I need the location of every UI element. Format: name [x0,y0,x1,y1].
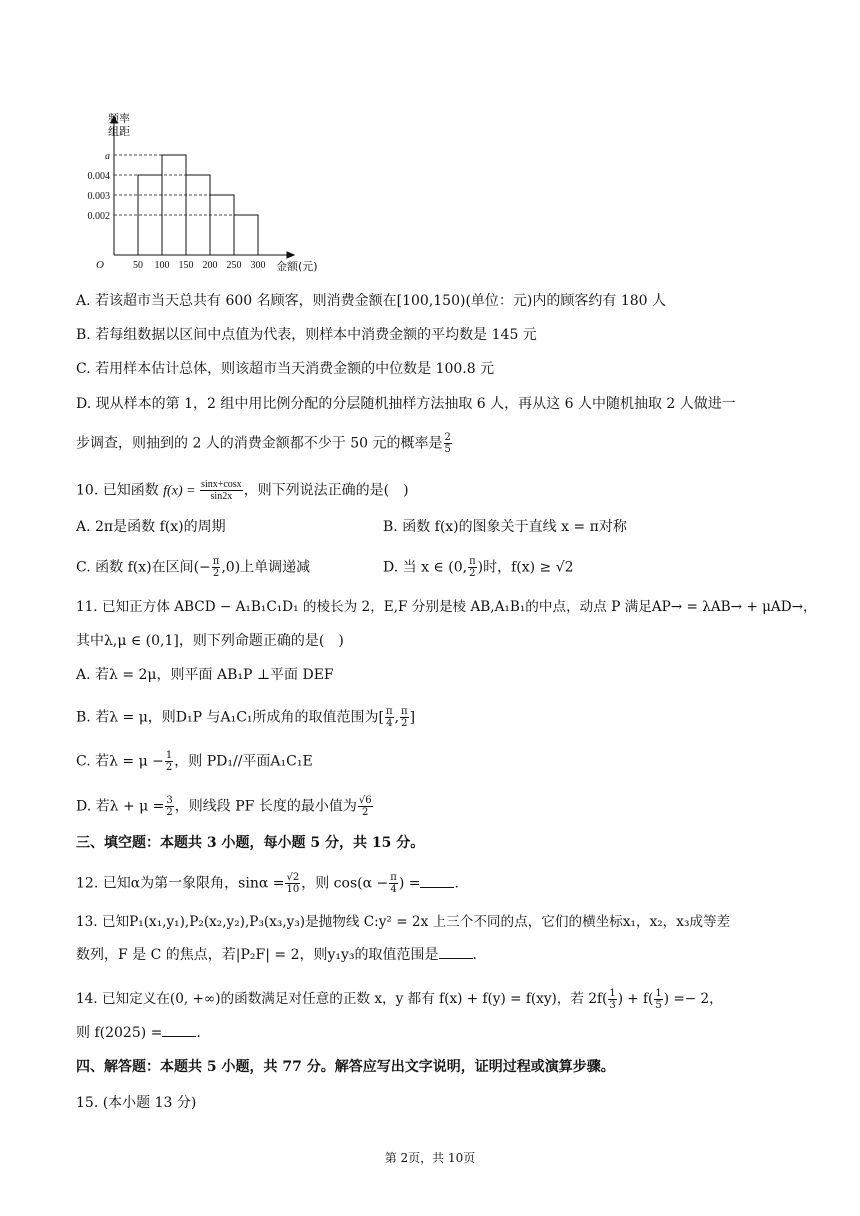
q9-option-a: A. 若该超市当天总共有 600 名顾客，则消费金额在[100,150)(单位：元)内的顾客约有 180 人 [76,293,666,309]
x-tick-label: 250 [226,260,242,271]
q9-option-d-line1: D. 现从样本的第 1，2 组中用比例分配的分层随机抽样方法抽取 6 人，再从这 6 人中随机抽取 2 人做进一 [76,396,736,412]
histogram-bar [210,195,234,255]
x-tick-label: 200 [202,260,218,271]
y-tick-label: 0.004 [87,171,110,182]
q11-option-c: C. 若λ = μ − $\frac{1}{2}$ ，则 PD₁//平面A₁C₁E [76,750,313,773]
page-footer: 第 2页，共 10页 [384,1151,476,1165]
q9-option-c: C. 若用样本估计总体，则该超市当天消费金额的中位数是 100.8 元 [76,361,495,377]
y-tick-label: 0.003 [87,191,110,202]
q10-option-a: A. 2π是函数 f(x)的周期 [76,519,226,535]
ylabel-bottom: 组距 [108,125,130,138]
histogram-bar [234,215,258,255]
q10-stem: 10. 已知函数 f(x) = $\frac{\sin x+\cos x}{\sin 2x}$ ，则下列说法正确的是( ) [76,479,409,502]
x-tick-label: 100 [154,260,170,271]
q13-line2: 数列，F 是 C 的焦点，若|P₂F| = 2，则y₁y₃的取值范围是 . [76,947,477,963]
y-tick-label: a [105,151,110,162]
q9-option-d-line2: 步调查，则抽到的 2 人的消费金额都不少于 50 元的概率是 $\frac{2}{5}$ [76,432,451,455]
q11-stem-line1: 11. 已知正方体 ABCD − A₁B₁C₁D₁ 的棱长为 2，E,F 分别是棱 AB,A₁B₁的中点，动点 P 满足AP→ = λAB→ + μAD→， [76,599,817,615]
x-axis-arrow [287,252,294,258]
histogram-chart [80,112,340,277]
q15-heading: 15. (本小题 13 分) [76,1095,197,1111]
xlabel: 金额(元) [276,260,318,273]
histogram-bar [162,155,186,255]
q11-stem-line2: 其中λ,μ ∈ (0,1]，则下列命题正确的是( ) [76,633,344,649]
q9-option-b: B. 若每组数据以区间中点值为代表，则样本中消费金额的平均数是 145 元 [76,327,537,343]
q14-line2: 则 f(2025) = . [76,1025,201,1041]
answer-blank [420,875,454,888]
x-tick-label: 50 [133,260,143,271]
q12: 12. 已知α为第一象限角，sinα = $\frac{√2}{10}$ ，则 cos(α − $\frac{\pi}{4}$ ) = . [76,872,459,895]
q13-line1: 13. 已知P₁(x₁,y₁),P₂(x₂,y₂),P₃(x₃,y₃)是抛物线 C:y² = 2x 上三个不同的点，它们的横坐标x₁，x₂，x₃成等差 [76,914,731,930]
q11-option-d: D. 若λ + μ = $\frac{3}{2}$ ，则线段 PF 长度的最小值为 $\frac{√6}{2}$ [76,795,372,818]
y-tick-label: 0.002 [87,211,110,222]
ylabel-top: 频率 [108,112,130,125]
answer-blank [439,946,473,959]
q10-option-c: C. 函数 f(x)在区间(− $\frac{\pi}{2}$ ,0)上单调递减 [76,556,311,579]
q10-option-b: B. 函数 f(x)的图象关于直线 x = π对称 [383,519,627,535]
answer-blank [162,1024,196,1037]
q11-option-b: B. 若λ = μ，则D₁P 与A₁C₁所成角的取值范围为[ $\frac{\pi}{4}$ , $\frac{\pi}{2}$ ] [76,706,416,729]
section-3-heading: 三、填空题：本题共 3 小题，每小题 5 分，共 15 分。 [76,835,425,851]
q14-line1: 14. 已知定义在(0, +∞)的函数满足对任意的正数 x，y 都有 f(x) + f(y) = f(xy)，若 2f( $\frac{1}{3}$ ) + f( $\frac{1}{5}$ ) =− 2， [76,988,723,1011]
origin-label: O [96,259,104,271]
q10-option-d: D. 当 x ∈ (0, $\frac{\pi}{2}$ )时，f(x) ≥ √2 [383,556,574,579]
section-4-heading: 四、解答题：本题共 5 小题，共 77 分。解答应写出文字说明，证明过程或演算步骤。 [76,1059,615,1075]
q11-option-a: A. 若λ = 2μ，则平面 AB₁P ⊥平面 DEF [76,667,334,683]
x-tick-label: 150 [178,260,194,271]
x-tick-label: 300 [250,260,266,271]
